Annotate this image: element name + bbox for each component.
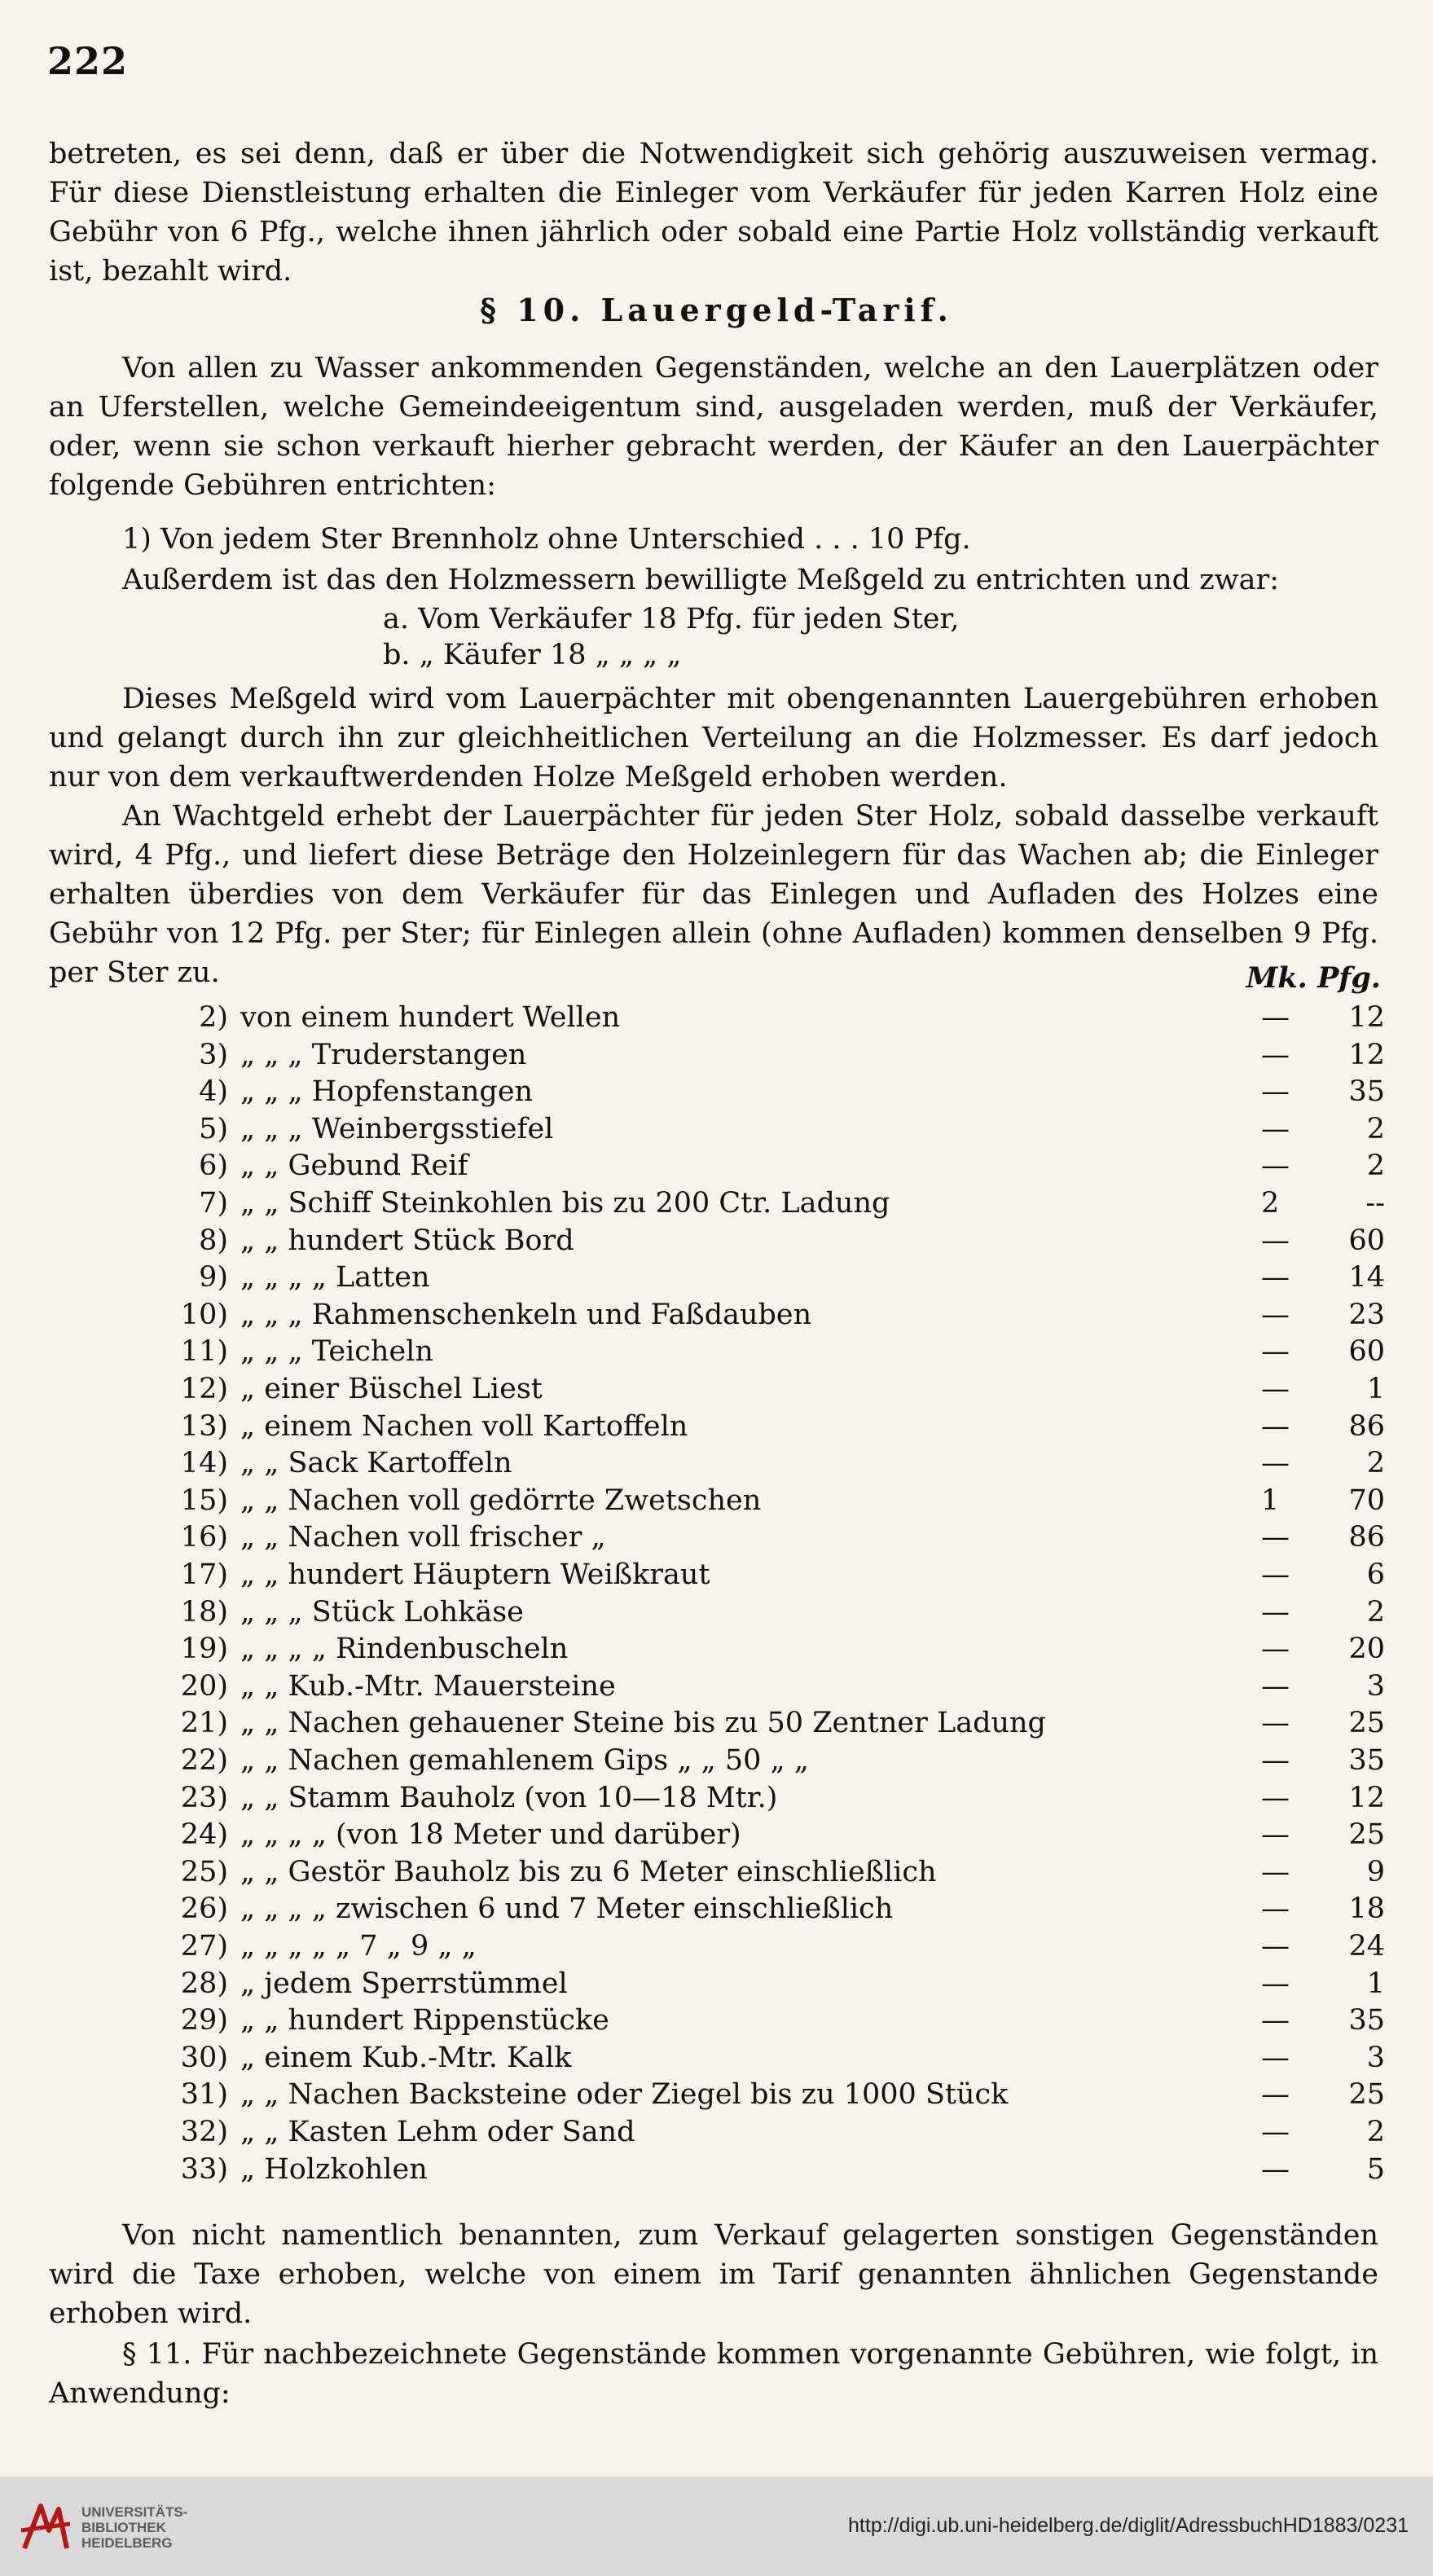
tariff-row-number: 8) (199, 1224, 228, 1257)
tariff-row-number: 25) (180, 1855, 228, 1888)
tariff-row (49, 2151, 1385, 2188)
tariff-row-mark: — (1261, 1781, 1290, 1814)
tariff-row-mark: — (1261, 1521, 1290, 1554)
tariff-row-description: „ „ „ Rahmenschenkeln und Faßdauben (240, 1298, 812, 1331)
tariff-row-mark: — (1261, 1298, 1290, 1331)
paragraph-lauer-fees: Von allen zu Wasser ankommenden Gegenständen, welche an den Lauerplätzen oder an Uferstellen, welche Gemeindeeigentum sind, ausgeladen werden, muß der Verkäufer, oder, wenn sie schon verkauft hierher gebracht werden, der Käufer an den Lauerpächter folgende Gebühren entrichten: (49, 352, 1378, 502)
tariff-row-number: 23) (180, 1781, 228, 1814)
tariff-row-number: 6) (199, 1150, 228, 1183)
tariff-row-pfennig: 14 (1348, 1261, 1385, 1295)
tariff-row-number: 4) (199, 1075, 228, 1109)
tariff-row-number: 16) (180, 1521, 228, 1554)
tariff-row-mark: — (1261, 2004, 1290, 2038)
tariff-row-mark: — (1261, 1744, 1290, 1777)
tariff-row (49, 1779, 1385, 1817)
tariff-row-description: „ „ „ „ Rindenbuscheln (240, 1633, 569, 1666)
tariff-row-pfennig: 2 (1366, 1150, 1385, 1183)
tariff-row-description: „ „ Kub.-Mtr. Mauersteine (240, 1669, 616, 1703)
tariff-row-description: „ Holzkohlen (240, 2152, 428, 2186)
tariff-row (49, 1259, 1385, 1296)
tariff-row-number: 21) (180, 1707, 228, 1740)
tariff-row (49, 1110, 1385, 1148)
tariff-row-mark: — (1261, 1112, 1290, 1145)
tariff-row (49, 2002, 1385, 2039)
tariff-row-mark: — (1261, 1855, 1290, 1888)
tariff-row-mark: — (1261, 1447, 1290, 1480)
tariff-row-description: „ „ hundert Rippenstücke (240, 2004, 609, 2038)
tariff-row-mark: — (1261, 2152, 1290, 2186)
tariff-row-pfennig: 2 (1366, 2116, 1385, 2148)
tariff-row-mark: — (1261, 1930, 1290, 1963)
tariff-row-description: von einem hundert Wellen (240, 1001, 621, 1034)
tariff-row-mark: — (1261, 1707, 1290, 1740)
tariff-row-pfennig: 12 (1348, 1001, 1385, 1034)
tariff-row-number: 26) (180, 1892, 228, 1926)
tariff-row-description: „ einer Büschel Liest (240, 1373, 543, 1405)
library-logo-icon (16, 2498, 75, 2556)
tariff-row (49, 1370, 1385, 1408)
tariff-row-number: 31) (180, 2078, 228, 2112)
tariff-row-description: „ „ „ Truderstangen (240, 1038, 527, 1071)
tariff-row-number: 18) (180, 1595, 228, 1629)
tariff-row-description: „ „ Gestör Bauholz bis zu 6 Meter einschließlich (240, 1855, 937, 1888)
page-number: 222 (47, 39, 129, 83)
tariff-row-pfennig: 3 (1366, 1669, 1385, 1703)
tariff-row-pfennig: -- (1365, 1187, 1385, 1220)
tariff-row-description: „ „ hundert Stück Bord (240, 1224, 574, 1257)
tariff-row-number: 19) (180, 1633, 228, 1666)
tariff-row-pfennig: 12 (1348, 1781, 1385, 1814)
tariff-row (49, 999, 1385, 1036)
item-1-extra: Außerdem ist das den Holzmessern bewilligte Meßgeld zu entrichten und zwar: (122, 564, 1279, 596)
tariff-row-mark: — (1261, 1558, 1290, 1591)
tariff-row-description: „ jedem Sperrstümmel (240, 1967, 568, 2000)
tariff-row-pfennig: 5 (1366, 2152, 1385, 2186)
tariff-row-description: „ „ Sack Kartoffeln (240, 1447, 512, 1480)
tariff-row-number: 10) (180, 1298, 228, 1331)
tariff-row-pfennig: 18 (1348, 1892, 1385, 1926)
tariff-row-mark: — (1261, 1335, 1290, 1369)
footer-bar (0, 2477, 1433, 2576)
tariff-row-number: 33) (180, 2152, 228, 2186)
tariff-row-mark: — (1261, 2041, 1290, 2074)
tariff-row-mark: 2 (1261, 1187, 1280, 1220)
tariff-row-description: „ „ Stamm Bauholz (von 10—18 Mtr.) (240, 1781, 778, 1814)
tariff-row-pfennig: 23 (1348, 1298, 1385, 1331)
tariff-row-number: 27) (180, 1930, 228, 1963)
tariff-row-pfennig: 25 (1348, 1818, 1385, 1852)
tariff-row-mark: — (1261, 1373, 1290, 1405)
tariff-row (49, 1816, 1385, 1853)
tariff-row-number: 22) (180, 1744, 228, 1777)
tariff-row (49, 1519, 1385, 1556)
tariff-row-pfennig: 25 (1348, 2078, 1385, 2112)
tariff-row-pfennig: 60 (1348, 1335, 1385, 1369)
tariff-row-pfennig: 35 (1348, 2004, 1385, 2038)
tariff-row (49, 1296, 1385, 1334)
tariff-row-description: „ „ Kasten Lehm oder Sand (240, 2116, 635, 2148)
fee-column-header: Mk. Pfg. (1246, 961, 1381, 995)
tariff-row (49, 1594, 1385, 1631)
tariff-row-mark: — (1261, 2078, 1290, 2112)
tariff-row-pfennig: 2 (1366, 1447, 1385, 1480)
item-1-a: a. Vom Verkäufer 18 Pfg. für jeden Ster, (383, 603, 960, 635)
tariff-row (49, 2039, 1385, 2077)
library-logo-text: UNIVERSITÄTS- BIBLIOTHEK HEIDELBERG (81, 2504, 188, 2551)
tariff-row (49, 2113, 1385, 2151)
tariff-row-mark: — (1261, 1261, 1290, 1295)
tariff-row (49, 1073, 1385, 1110)
tariff-row-description: „ „ Nachen gehauener Steine bis zu 50 Zentner Ladung (240, 1707, 1046, 1740)
tariff-row (49, 1147, 1385, 1185)
tariff-row-description: „ einem Kub.-Mtr. Kalk (240, 2041, 572, 2074)
tariff-row-description: „ „ „ „ (von 18 Meter und darüber) (240, 1818, 741, 1852)
tariff-row-mark: — (1261, 1224, 1290, 1257)
tariff-row-pfennig: 2 (1366, 1112, 1385, 1145)
tariff-row-pfennig: 35 (1348, 1744, 1385, 1777)
tariff-row-mark: — (1261, 1633, 1290, 1666)
tariff-row (49, 1668, 1385, 1705)
tariff-row-mark: — (1261, 1669, 1290, 1703)
tariff-row-number: 30) (180, 2041, 228, 2074)
tariff-row-description: „ „ hundert Häuptern Weißkraut (240, 1558, 710, 1591)
tariff-row-description: „ „ „ „ Latten (240, 1261, 430, 1295)
tariff-row-number: 9) (199, 1261, 228, 1295)
paragraph-other-goods: Von nicht namentlich benannten, zum Verkauf gelagerten sonstigen Gegenständen wird die Taxe erhoben, welche von einem im Tarif genannten ähnlichen Gegenstande erhoben wird. (49, 2219, 1378, 2330)
tariff-row-pfennig: 86 (1348, 1409, 1385, 1443)
tariff-row-number: 32) (180, 2116, 228, 2148)
paragraph-wachtgeld: An Wachtgeld erhebt der Lauerpächter für jeden Ster Holz, sobald dasselbe verkauft wird, 4 Pfg., und liefert diese Beträge den Holzeinlegern für das Wachen ab; die Einleger erhalten überdies von dem Verkäufer für das Einlegen und Aufladen des Holzes eine Gebühr von 12 Pfg. per Ster; für Einlegen allein (ohne Aufladen) kommen denselben 9 Pfg. per Ster zu. (49, 800, 1378, 989)
section-11-paragraph: § 11. Für nachbezeichnete Gegenstände kommen vorgenannte Gebühren, wie folgt, in Anwendung: (49, 2338, 1378, 2410)
tariff-row-pfennig: 35 (1348, 1075, 1385, 1109)
tariff-row-pfennig: 60 (1348, 1224, 1385, 1257)
tariff-row (49, 1742, 1385, 1779)
tariff-row-number: 3) (199, 1038, 228, 1071)
tariff-row-mark: — (1261, 1818, 1290, 1852)
tariff-row-pfennig: 2 (1366, 1595, 1385, 1629)
tariff-row-mark: — (1261, 1892, 1290, 1926)
tariff-row-number: 20) (180, 1669, 228, 1703)
intro-paragraph: betreten, es sei denn, daß er über die Notwendigkeit sich gehörig auszuweisen vermag. Für diese Dienstleistung erhalten die Einleger vom Verkäufer für jeden Karren Holz eine Gebühr von 6 Pfg., welche ihnen jährlich oder sobald eine Partie Holz vollständig verkauft ist, bezahlt wird. (49, 138, 1378, 288)
tariff-row-description: „ „ Nachen gemahlenem Gips „ „ 50 „ „ (240, 1744, 809, 1777)
tariff-row (49, 1630, 1385, 1668)
tariff-row-pfennig: 86 (1348, 1521, 1385, 1554)
tariff-row-pfennig: 9 (1366, 1855, 1385, 1888)
tariff-row (49, 1408, 1385, 1445)
tariff-row (49, 1482, 1385, 1519)
tariff-row-mark: — (1261, 1150, 1290, 1183)
tariff-row (49, 1928, 1385, 1965)
tariff-row-mark: — (1261, 1038, 1290, 1071)
source-url[interactable]: http://digi.ub.uni-heidelberg.de/diglit/AdressbuchHD1883/0231 (848, 2514, 1409, 2537)
tariff-row-mark: — (1261, 1001, 1290, 1034)
tariff-row-description: „ „ Schiff Steinkohlen bis zu 200 Ctr. Ladung (240, 1187, 890, 1220)
tariff-row-mark: — (1261, 1075, 1290, 1109)
tariff-row (49, 1222, 1385, 1259)
tariff-row (49, 1704, 1385, 1742)
tariff-row-mark: — (1261, 1595, 1290, 1629)
tariff-row-mark: — (1261, 1967, 1290, 2000)
tariff-row-pfennig: 70 (1348, 1484, 1385, 1517)
paragraph-messgeld: Dieses Meßgeld wird vom Lauerpächter mit obengenannten Lauergebühren erhoben und gelangt durch ihn zur gleichheitlichen Verteilung an die Holzmesser. Es darf jedoch nur von dem verkauftwerdenden Holze Meßgeld erhoben werden. (49, 683, 1378, 793)
tariff-row-pfennig: 3 (1366, 2041, 1385, 2074)
item-1-b: b. „ Käufer 18 „ „ „ „ (383, 639, 682, 671)
tariff-row-pfennig: 24 (1348, 1930, 1385, 1963)
tariff-row (49, 1965, 1385, 2002)
section-10-title: § 10. Lauergeld-Tarif. (480, 292, 953, 328)
tariff-row-pfennig: 1 (1366, 1373, 1385, 1405)
tariff-row-number: 11) (180, 1335, 228, 1369)
item-1-brennholz: 1) Von jedem Ster Brennholz ohne Unterschied . . . 10 Pfg. (122, 523, 971, 556)
tariff-row-pfennig: 20 (1348, 1633, 1385, 1666)
tariff-row-number: 2) (199, 1001, 228, 1034)
tariff-row-description: „ „ „ Stück Lohkäse (240, 1595, 524, 1629)
tariff-row-description: „ „ Nachen voll gedörrte Zwetschen (240, 1484, 762, 1517)
tariff-row-number: 13) (180, 1409, 228, 1443)
tariff-row-number: 12) (180, 1373, 228, 1405)
tariff-row-description: „ „ „ „ „ 7 „ 9 „ „ (240, 1930, 477, 1963)
tariff-row-number: 15) (180, 1484, 228, 1517)
tariff-row (49, 1890, 1385, 1928)
tariff-row-number: 7) (199, 1187, 228, 1220)
tariff-row-number: 14) (180, 1447, 228, 1480)
tariff-row-number: 24) (180, 1818, 228, 1852)
tariff-row-description: „ „ Gebund Reif (240, 1150, 468, 1183)
tariff-row-description: „ „ „ Weinbergsstiefel (240, 1112, 554, 1145)
tariff-row (49, 1036, 1385, 1074)
tariff-row-mark: — (1261, 1409, 1290, 1443)
tariff-row (49, 1444, 1385, 1482)
tariff-row-description: „ einem Nachen voll Kartoffeln (240, 1409, 688, 1443)
tariff-row-description: „ „ „ „ zwischen 6 und 7 Meter einschließlich (240, 1892, 894, 1926)
tariff-row (49, 1333, 1385, 1370)
tariff-row-mark: — (1261, 2116, 1290, 2148)
tariff-row-number: 29) (180, 2004, 228, 2038)
tariff-row-number: 5) (199, 1112, 228, 1145)
tariff-row-pfennig: 12 (1348, 1038, 1385, 1071)
tariff-row-pfennig: 6 (1366, 1558, 1385, 1591)
tariff-row-number: 28) (180, 1967, 228, 2000)
tariff-row-pfennig: 1 (1366, 1967, 1385, 2000)
tariff-row-description: „ „ Nachen voll frischer „ (240, 1521, 606, 1554)
tariff-row-pfennig: 25 (1348, 1707, 1385, 1740)
tariff-row (49, 1853, 1385, 1891)
tariff-row (49, 2076, 1385, 2113)
tariff-row-number: 17) (180, 1558, 228, 1591)
tariff-row-description: „ „ Nachen Backsteine oder Ziegel bis zu 1000 Stück (240, 2078, 1009, 2112)
tariff-row-description: „ „ „ Teicheln (240, 1335, 433, 1369)
tariff-row (49, 1185, 1385, 1222)
tariff-row-description: „ „ „ Hopfenstangen (240, 1075, 534, 1109)
tariff-row (49, 1556, 1385, 1594)
tariff-row-mark: 1 (1261, 1484, 1280, 1517)
